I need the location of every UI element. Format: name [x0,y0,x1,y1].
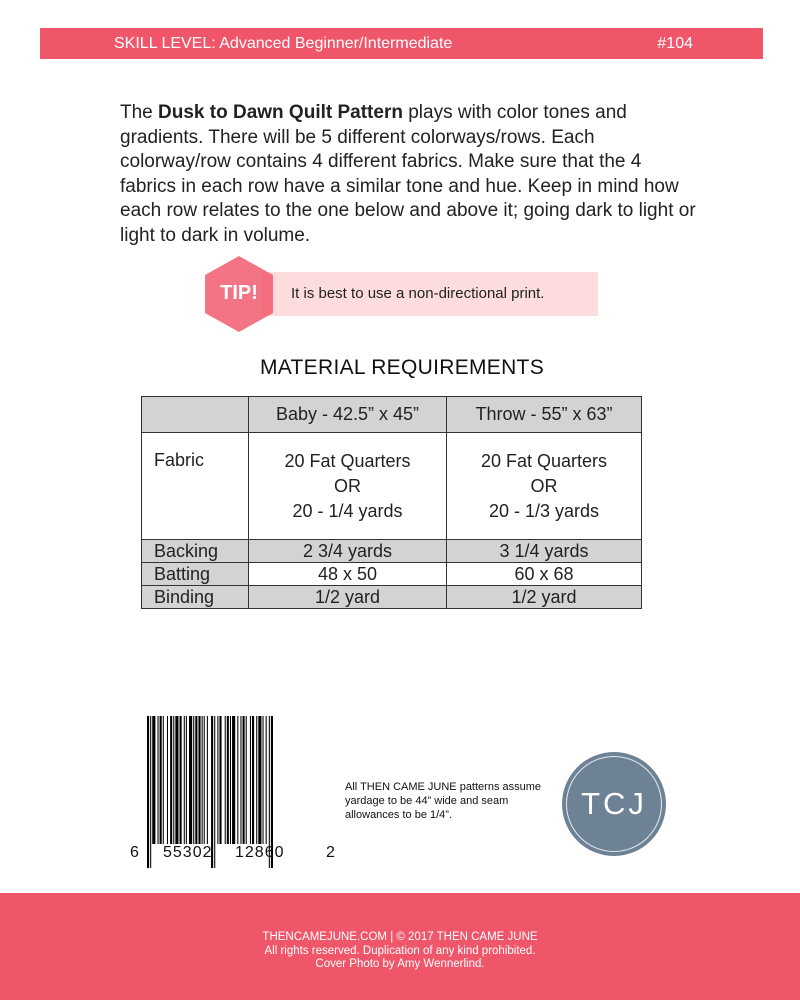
barcode-bar [180,716,182,844]
barcode-bar [219,716,221,844]
cell-baby: 2 3/4 yards [249,540,447,563]
pattern-name: Dusk to Dawn Quilt Pattern [158,102,403,123]
fabric-throw-line: OR [530,476,558,496]
barcode-bar [214,716,215,868]
skill-level: SKILL LEVEL: Advanced Beginner/Intermediate [114,35,453,52]
barcode-bar [189,716,192,844]
barcode-digit: 55302 [163,844,213,861]
barcode-bar [163,716,164,844]
tcj-logo [562,752,666,856]
tip-box [262,272,598,316]
row-label: Binding [142,586,249,609]
header-bar [40,28,763,59]
barcode-bar [258,716,261,844]
barcode-bar [207,716,208,844]
row-label: Fabric [142,433,249,540]
barcode-bar [202,716,203,844]
barcode-bar [256,716,257,844]
barcode-bar [240,716,241,844]
table-row-backing [142,540,642,563]
barcode-bar [227,716,229,844]
barcode-bar [175,716,178,844]
barcode-bar [204,716,205,844]
barcode-digit: 6 [130,844,139,861]
footer-photo-credit: Cover Photo by Amy Wennerlind. [315,958,485,970]
cell-baby: 48 x 50 [249,563,447,586]
barcode-bar [193,716,194,844]
barcode-bar [252,716,254,844]
barcode-bar [237,716,238,844]
table-row-batting [142,563,642,586]
row-label: Batting [142,563,249,586]
barcode-bar [170,716,172,844]
footer-rights: All rights reserved. Duplication of any kind prohibited. [264,944,536,957]
barcode-bar [246,716,247,844]
fabric-baby-line: OR [334,476,361,496]
barcode-bar [184,716,185,844]
header-cell-empty [142,397,249,433]
row-label: Backing [142,540,249,563]
intro-pre: The [120,102,159,123]
barcode-bar [198,716,200,844]
barcode-bar [173,716,174,844]
tip-badge [203,255,275,333]
fabric-baby-line: 20 - 1/4 yards [292,501,403,521]
logo-text: TCJ [581,786,647,821]
barcode-bar [232,716,235,844]
material-table [141,396,642,609]
barcode-digit: 2 [326,844,335,861]
intro-text: plays with color tones and gradients. There will be 5 different colorways/rows. Each colorway/row contains 4 different fabrics. Make sure that the 4 fabrics in each row have a similar tone and hue. Keep in mind how each row relates to the one below and above it; going dark to light or light to dark in volume. [120,102,696,246]
table-row-fabric [142,433,642,540]
barcode-bar [167,716,168,844]
yardage-note: All THEN CAME JUNE patterns assume yardage to be 44” wide and seam allowances to be 1/4”. [345,781,542,821]
pattern-number: #104 [657,35,693,52]
cell-throw: 1/2 yard [447,586,642,609]
footer-website: THENCAMEJUNE.COM | © 2017 THEN CAME JUNE [262,931,538,943]
barcode-bar [250,716,251,844]
barcode-bar [150,716,151,868]
fabric-throw-line: 20 - 1/3 yards [488,501,600,521]
table-row-binding [142,586,642,609]
header-throw: Throw - 55” x 63” [447,397,642,433]
barcode-bar [152,716,155,844]
barcode-digit: 12860 [235,844,285,861]
table-header-row [142,397,642,433]
cell-baby: 1/2 yard [249,586,447,609]
fabric-throw-line: 20 Fat Quarters [480,451,608,471]
cell-throw: 3 1/4 yards [447,540,642,563]
barcode-bar [230,716,231,844]
barcode-bar [158,716,159,844]
footer [0,893,800,1000]
barcode-bar [186,716,187,844]
barcode-bar [266,716,267,844]
cell-throw: 60 x 68 [447,563,642,586]
barcode-bar [217,716,218,844]
barcode-bar [147,716,149,868]
barcode-bar [243,716,245,844]
barcode-bar [263,716,264,844]
footer-lines [0,931,800,972]
barcode-bar [195,716,197,844]
material-requirements-title: MATERIAL REQUIREMENTS [260,356,544,379]
header-baby: Baby - 42.5” x 45” [249,397,447,433]
barcode-bar [160,716,162,844]
fabric-baby [249,433,447,540]
fabric-throw [447,433,642,540]
barcode-bar [225,716,226,844]
intro-paragraph [120,101,700,249]
tip-text: It is best to use a non-directional print. [291,285,545,302]
fabric-baby-line: 20 Fat Quarters [284,451,411,471]
tip-label: TIP! [220,282,258,304]
